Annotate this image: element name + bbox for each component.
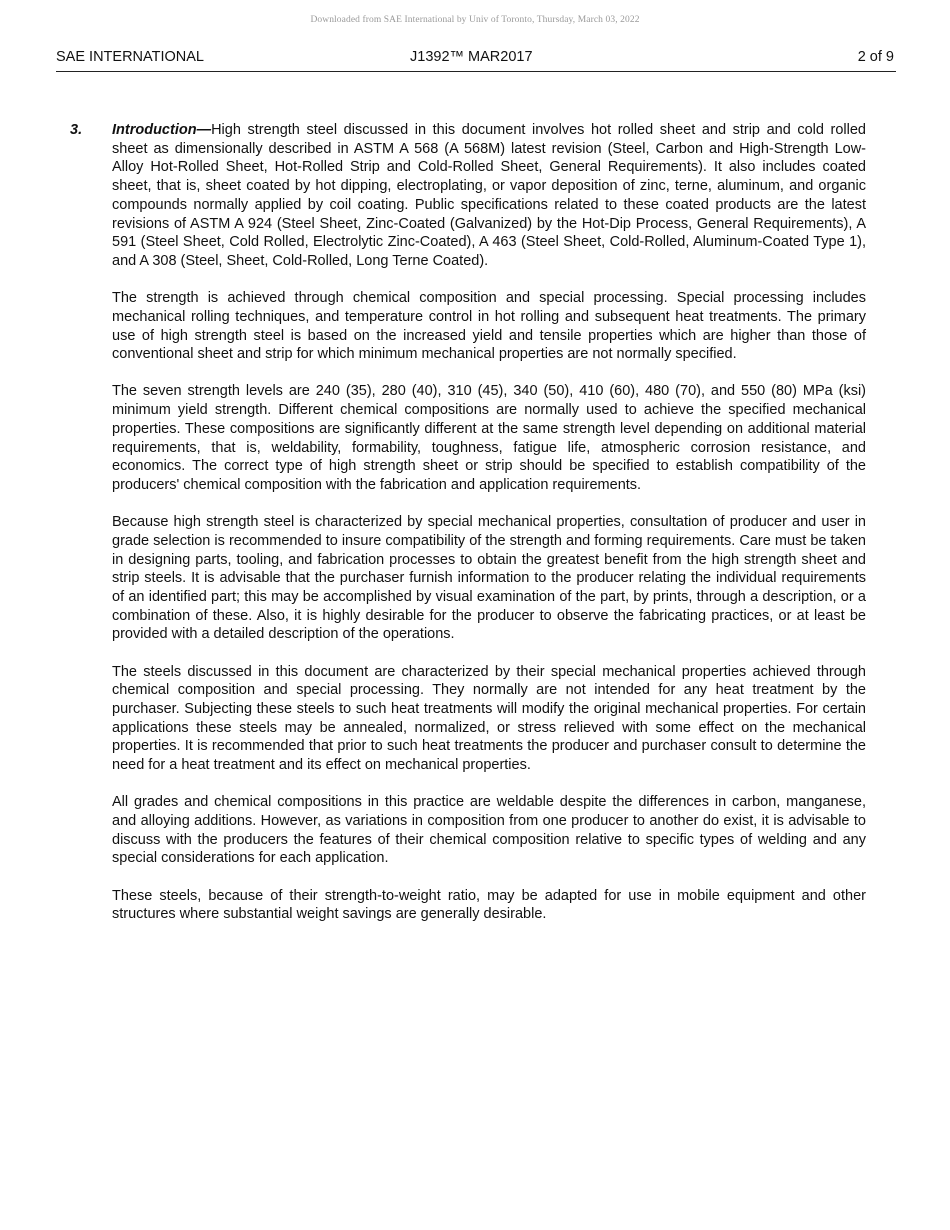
paragraph: The seven strength levels are 240 (35), 280 (40), 310 (45), 340 (50), 410 (60), 480 (70), and 550 (80) MPa (ksi) minimum yield strength. Different chemical compositions are normally used to achieve the specified mechanical properties. These compositions are significantly different at the same strength level depending on additional material requirements, that is, weldability, formability, toughness, fatigue life, atmospheric corrosion resistance, and economics. The correct type of high strength sheet or strip should be specified to establish compatibility of the producers' chemical composition with the fabrication and application requirements. xyxy=(112,383,866,493)
section-body xyxy=(112,121,866,924)
section-title: Introduction— xyxy=(112,122,212,138)
paragraph: Because high strength steel is characterized by special mechanical properties, consultation of producer and user in grade selection is recommended to insure compatibility of the strength and forming requirements. Care must be taken in designing parts, tooling, and fabrication processes to obtain the greatest benefit from the high strength sheet and strip steels. It is advisable that the purchaser furnish information to the producer relating the individual requirements of an identified part; this may be accomplished by visual examination of the part, by prints, through a description, or a combination of these. Also, it is highly desirable for the producer to observe the fabricating practices, or at least be provided with a detailed description of the operations. xyxy=(112,514,866,643)
download-watermark: Downloaded from SAE International by Univ of Toronto, Thursday, March 03, 2022 xyxy=(310,15,640,25)
paragraph: All grades and chemical compositions in this practice are weldable despite the differences in carbon, manganese, and alloying additions. However, as variations in composition from one producer to another do exist, it is advisable to discuss with the producers the features of their chemical composition relative to specific types of welding and any special considerations for each application. xyxy=(112,794,866,867)
paragraph: These steels, because of their strength-to-weight ratio, may be adapted for use in mobile equipment and other structures where substantial weight savings are generally desirable. xyxy=(112,887,866,923)
paragraph xyxy=(112,121,866,271)
page-header xyxy=(56,49,896,72)
section-introduction xyxy=(56,121,896,943)
page-number: 2 of 9 xyxy=(857,49,894,65)
paragraph-text: High strength steel discussed in this document involves hot rolled sheet and strip and cold rolled sheet as dimensionally described in ASTM A 568 (A 568M) latest revision (Steel, Carbon and High-Strength Low-Alloy Hot-Rolled Sheet, Hot-Rolled Strip and Cold-Rolled Sheet, General Requirements). It also includes coated sheet, that is, sheet coated by hot dipping, electroplating, or vapor deposition of zinc, terne, aluminum, and organic compounds normally applied by coil coating. Public specifications related to these coated products are the latest revisions of ASTM A 924 (Steel Sheet, Zinc-Coated (Galvanized) by the Hot-Dip Process, General Requirements), A 591 (Steel Sheet, Cold Rolled, Electrolytic Zinc-Coated), A 463 (Steel Sheet, Cold-Rolled, Aluminum-Coated Type 1), and A 308 (Steel, Sheet, Cold-Rolled, Long Terne Coated). xyxy=(112,122,866,269)
publisher-name: SAE INTERNATIONAL xyxy=(56,49,204,65)
document-id: J1392™ MAR2017 xyxy=(410,49,533,65)
paragraph: The strength is achieved through chemical composition and special processing. Special processing includes mechanical rolling techniques, and temperature control in hot rolling and subsequent heat treatments. The primary use of high strength steel is based on the increased yield and tensile properties which are higher than those of conventional sheet and strip for which minimum mechanical properties are not normally specified. xyxy=(112,290,866,363)
paragraph: The steels discussed in this document are characterized by their special mechanical properties achieved through chemical composition and special processing. They normally are not intended for any heat treatment by the purchaser. Subjecting these steels to such heat treatments will modify the original mechanical properties. For certain applications these steels may be annealed, normalized, or stress relieved with some effect on the mechanical properties. It is recommended that prior to such heat treatments the producer and purchaser consult to determine the need for a heat treatment and its effect on mechanical properties. xyxy=(112,663,866,774)
section-number: 3. xyxy=(70,122,83,138)
